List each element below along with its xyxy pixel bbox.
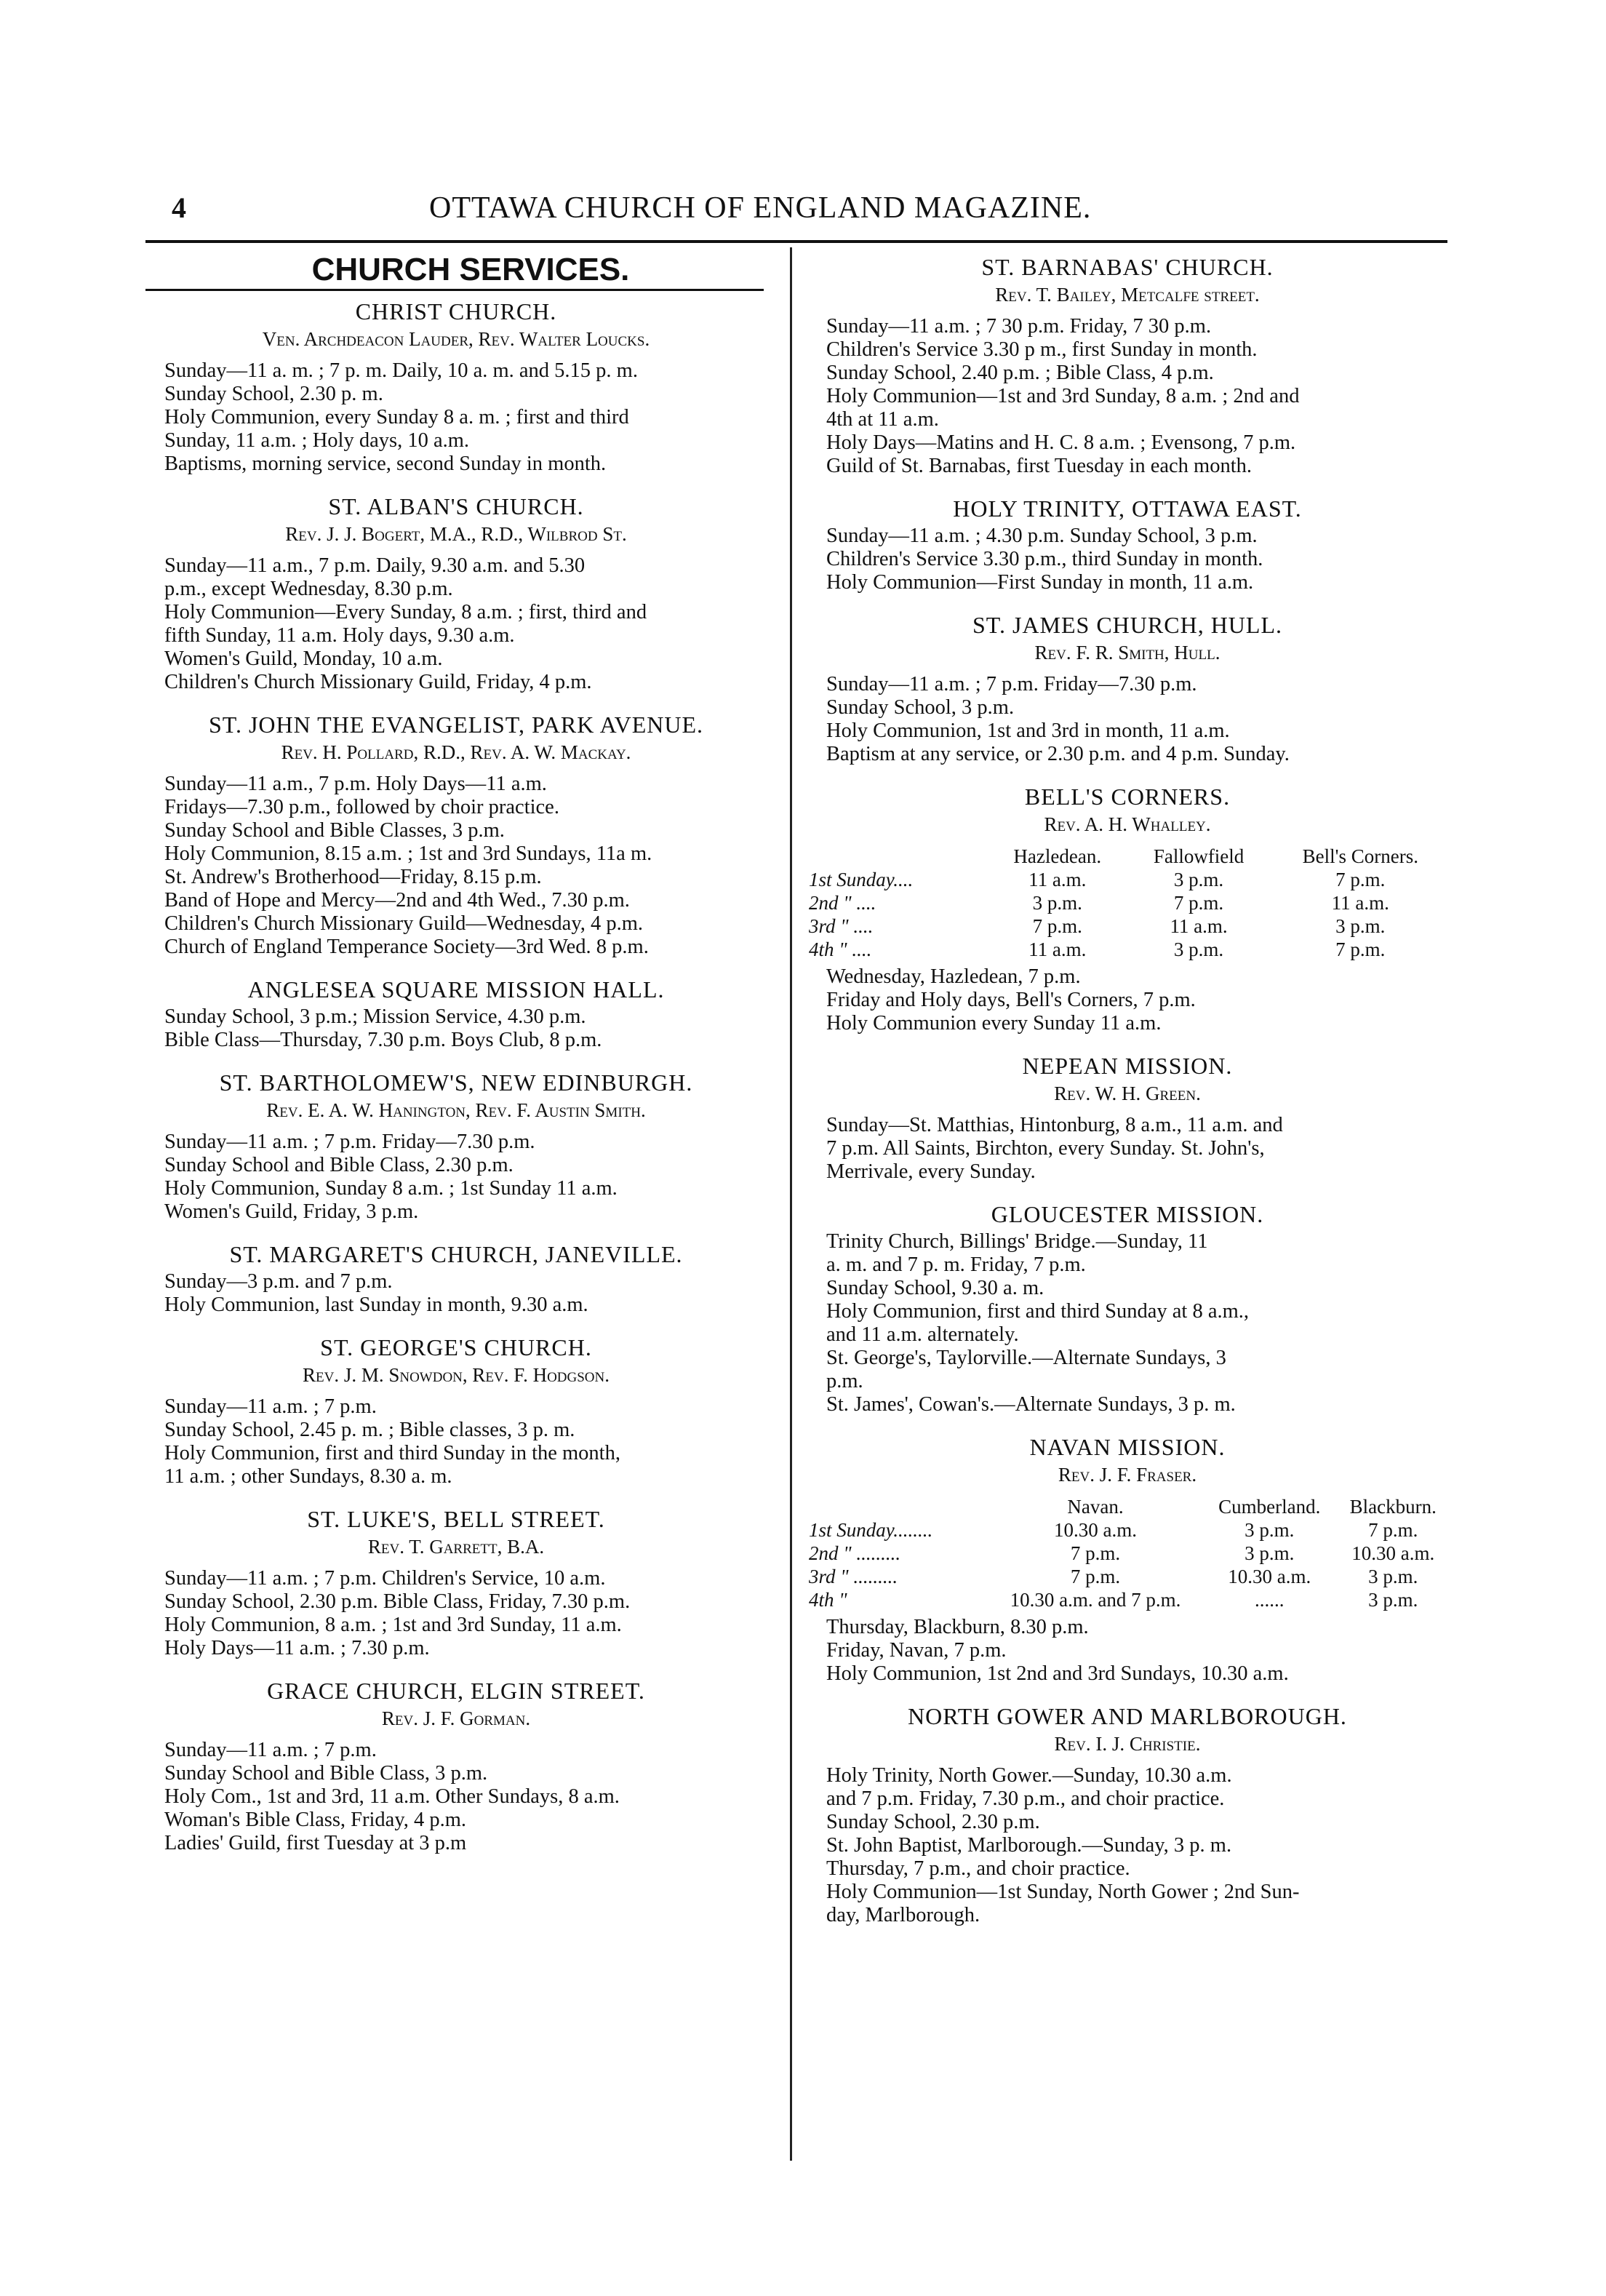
service-line: Sunday School, 2.30 p.m. Bible Class, Friday, 7.30 p.m.: [164, 1590, 631, 1613]
section-trinity: [804, 497, 1450, 594]
schedule-cell: 3 p.m.: [1173, 938, 1224, 960]
section-name: BELL'S CORNERS.: [1024, 784, 1231, 810]
section-name: NEPEAN MISSION.: [1022, 1053, 1233, 1079]
schedule-cell: 4th " ....: [809, 938, 872, 960]
schedule-header-row: [804, 1495, 1450, 1518]
service-line: Sunday School, 2.30 p. m.: [164, 383, 383, 405]
service-line: Sunday—11 a.m. ; 7 p.m. Friday—7.30 p.m.: [826, 673, 1197, 695]
service-line: Friday and Holy days, Bell's Corners, 7 p.m.: [826, 989, 1196, 1011]
section-left-6: [143, 1336, 770, 1488]
service-line: Sunday School, 9.30 a. m.: [826, 1277, 1044, 1299]
service-line: Holy Communion, 8.15 a.m. ; 1st and 3rd Sundays, 11a m.: [164, 842, 652, 865]
service-line: Children's Church Missionary Guild, Friday, 4 p.m.: [164, 671, 592, 693]
service-line: and 11 a.m. alternately.: [826, 1323, 1019, 1346]
service-line: Baptism at any service, or 2.30 p.m. and 4 p.m. Sunday.: [826, 743, 1290, 765]
schedule-row: [804, 914, 1450, 938]
schedule-row: [804, 938, 1450, 961]
section-name: ST. LUKE'S, BELL STREET.: [307, 1506, 605, 1532]
schedule-table: [804, 845, 1450, 961]
schedule-header: Hazledean.: [1013, 845, 1102, 867]
service-line: Holy Communion, first and third Sunday in the month,: [164, 1442, 620, 1464]
schedule-cell: 3rd " ....: [809, 915, 874, 937]
section-name: NORTH GOWER AND MARLBOROUGH.: [908, 1703, 1347, 1729]
service-line: Woman's Bible Class, Friday, 4 p.m.: [164, 1809, 467, 1831]
schedule-cell: 1st Sunday........: [809, 1519, 933, 1541]
clergy-line: Rev. E. A. W. Hanington, Rev. F. Austin Smith.: [266, 1099, 646, 1121]
service-line: day, Marlborough.: [826, 1904, 980, 1926]
service-line: Holy Communion, 8 a.m. ; 1st and 3rd Sunday, 11 a.m.: [164, 1614, 622, 1636]
service-line: and 7 p.m. Friday, 7.30 p.m., and choir practice.: [826, 1787, 1225, 1810]
service-line: Baptisms, morning service, second Sunday in month.: [164, 453, 607, 475]
section-name: ST. BARTHOLOMEW'S, NEW EDINBURGH.: [219, 1069, 693, 1096]
service-line: Holy Communion, 1st and 3rd in month, 11 a.m.: [826, 720, 1230, 742]
page-header: [145, 191, 1447, 228]
schedule-row: [804, 1518, 1450, 1542]
clergy-line: Rev. F. R. Smith, Hull.: [1034, 642, 1221, 663]
service-line: Wednesday, Hazledean, 7 p.m.: [826, 965, 1081, 988]
magazine-title: OTTAWA CHURCH OF ENGLAND MAGAZINE.: [429, 191, 1092, 225]
service-line: Sunday—11 a.m. ; 4.30 p.m. Sunday School, 3 p.m.: [826, 525, 1258, 547]
service-line: Sunday—11 a.m. ; 7 p.m.: [164, 1739, 377, 1761]
section-left-1: [143, 495, 770, 694]
service-line: 11 a.m. ; other Sundays, 8.30 a. m.: [164, 1465, 452, 1488]
schedule-row: [804, 1542, 1450, 1565]
service-line: St. James', Cowan's.—Alternate Sundays, 3 p. m.: [826, 1393, 1236, 1416]
section-navan: [804, 1435, 1450, 1686]
schedule-cell: 3 p.m.: [1245, 1542, 1295, 1564]
church-services-title: CHURCH SERVICES.: [311, 252, 630, 287]
service-line: Holy Com., 1st and 3rd, 11 a.m. Other Sundays, 8 a.m.: [164, 1785, 620, 1808]
right-sections: [804, 255, 1450, 1927]
service-line: Guild of St. Barnabas, first Tuesday in each month.: [826, 455, 1252, 477]
clergy-line: Rev. W. H. Green.: [1054, 1083, 1201, 1104]
service-line: Sunday School and Bible Class, 2.30 p.m.: [164, 1154, 514, 1176]
header-rule: [145, 240, 1447, 243]
service-line: Thursday, Blackburn, 8.30 p.m.: [826, 1616, 1089, 1638]
service-line: Holy Trinity, North Gower.—Sunday, 10.30 a.m.: [826, 1764, 1232, 1787]
section-name: ST. GEORGE'S CHURCH.: [320, 1334, 592, 1360]
service-line: St. Andrew's Brotherhood—Friday, 8.15 p.m.: [164, 866, 542, 888]
clergy-line: Rev. H. Pollard, R.D., Rev. A. W. Mackay.: [281, 741, 631, 763]
schedule-header: Bell's Corners.: [1302, 845, 1418, 867]
service-line: Bible Class—Thursday, 7.30 p.m. Boys Club, 8 p.m.: [164, 1029, 602, 1051]
section-name: ST. ALBAN'S CHURCH.: [328, 493, 584, 519]
service-line: Holy Communion—1st and 3rd Sunday, 8 a.m. ; 2nd and: [826, 385, 1300, 407]
schedule-cell: 3 p.m.: [1335, 915, 1386, 937]
service-line: Merrivale, every Sunday.: [826, 1160, 1036, 1183]
section-name: ST. MARGARET'S CHURCH, JANEVILLE.: [229, 1241, 683, 1267]
clergy-line: Rev. T. Garrett, B.A.: [367, 1536, 545, 1558]
schedule-cell: 7 p.m.: [1335, 938, 1386, 960]
service-line: Trinity Church, Billings' Bridge.—Sunday, 11: [826, 1230, 1208, 1253]
service-line: Sunday School, 3 p.m.; Mission Service, 4.30 p.m.: [164, 1005, 586, 1028]
page-number: 4: [172, 191, 186, 224]
right-column: [804, 251, 1450, 1946]
section-name: ST. JOHN THE EVANGELIST, PARK AVENUE.: [208, 711, 703, 738]
service-line: Sunday School and Bible Classes, 3 p.m.: [164, 819, 505, 842]
service-line: Sunday—11 a.m. ; 7 p.m. Children's Service, 10 a.m.: [164, 1567, 606, 1590]
schedule-cell: 7 p.m.: [1335, 869, 1386, 890]
service-line: fifth Sunday, 11 a.m. Holy days, 9.30 a.m.: [164, 624, 515, 647]
service-line: Sunday—3 p.m. and 7 p.m.: [164, 1270, 393, 1293]
section-name: GLOUCESTER MISSION.: [991, 1201, 1264, 1227]
service-line: Thursday, 7 p.m., and choir practice.: [826, 1857, 1130, 1880]
section-left-5: [143, 1243, 770, 1317]
service-line: Sunday—11 a.m. ; 7 30 p.m. Friday, 7 30 p.m.: [826, 315, 1212, 338]
service-line: Holy Communion—Every Sunday, 8 a.m. ; first, third and: [164, 601, 647, 623]
service-line: Sunday—11 a.m., 7 p.m. Holy Days—11 a.m.: [164, 773, 547, 795]
service-line: Holy Communion every Sunday 11 a.m.: [826, 1012, 1162, 1035]
service-line: Holy Communion, last Sunday in month, 9.30 a.m.: [164, 1294, 588, 1316]
service-line: Holy Communion, 1st 2nd and 3rd Sundays, 10.30 a.m.: [826, 1662, 1289, 1685]
left-column: [143, 251, 770, 1874]
service-line: Sunday—St. Matthias, Hintonburg, 8 a.m., 11 a.m. and: [826, 1114, 1283, 1136]
schedule-header: Cumberland.: [1218, 1496, 1321, 1518]
service-line: Band of Hope and Mercy—2nd and 4th Wed., 7.30 p.m.: [164, 889, 630, 912]
section-name: NAVAN MISSION.: [1029, 1434, 1226, 1460]
schedule-cell: 7 p.m.: [1032, 915, 1082, 937]
schedule-cell: 10.30 a.m.: [1228, 1566, 1311, 1587]
clergy-line: Rev. I. J. Christie.: [1054, 1733, 1201, 1755]
schedule-header-row: [804, 845, 1450, 868]
section-left-3: [143, 978, 770, 1052]
clergy-line: Ven. Archdeacon Lauder, Rev. Walter Loucks.: [262, 328, 650, 350]
section-james: [804, 613, 1450, 766]
service-line: Women's Guild, Friday, 3 p.m.: [164, 1200, 419, 1223]
service-line: Holy Communion—First Sunday in month, 11 a.m.: [826, 571, 1254, 594]
schedule-row: [804, 1565, 1450, 1588]
schedule-cell: 1st Sunday....: [809, 869, 914, 890]
service-line: Sunday School, 3 p.m.: [826, 696, 1015, 719]
schedule-cell: 11 a.m.: [1331, 892, 1389, 914]
schedule-cell: 7 p.m.: [1070, 1542, 1121, 1564]
service-line: Holy Days—11 a.m. ; 7.30 p.m.: [164, 1637, 430, 1659]
section-name: GRACE CHURCH, ELGIN STREET.: [267, 1678, 645, 1704]
schedule-row: [804, 891, 1450, 914]
service-line: 7 p.m. All Saints, Birchton, every Sunday. St. John's,: [826, 1137, 1265, 1160]
schedule-cell: 2nd " .........: [809, 1542, 901, 1564]
clergy-line: Rev. J. F. Fraser.: [1058, 1464, 1197, 1486]
schedule-cell: 7 p.m.: [1070, 1566, 1121, 1587]
service-line: a. m. and 7 p. m. Friday, 7 p.m.: [826, 1253, 1086, 1276]
service-line: Sunday School, 2.45 p. m. ; Bible classes, 3 p. m.: [164, 1419, 575, 1441]
column-divider: [790, 247, 792, 2161]
section-left-4: [143, 1071, 770, 1224]
schedule-cell: 3 p.m.: [1032, 892, 1082, 914]
clergy-line: Rev. J. J. Bogert, M.A., R.D., Wilbrod St.: [285, 523, 627, 545]
service-line: Sunday School and Bible Class, 3 p.m.: [164, 1762, 488, 1785]
service-line: Children's Service 3.30 p m., first Sunday in month.: [826, 338, 1258, 361]
schedule-cell: 2nd " ....: [809, 892, 876, 914]
service-line: Children's Service 3.30 p.m., third Sunday in month.: [826, 548, 1263, 570]
service-line: Ladies' Guild, first Tuesday at 3 p.m: [164, 1832, 467, 1854]
service-line: Holy Days—Matins and H. C. 8 a.m. ; Evensong, 7 p.m.: [826, 431, 1296, 454]
schedule-table: [804, 1495, 1450, 1611]
section-name: ST. BARNABAS' CHURCH.: [981, 254, 1274, 280]
schedule-cell: 10.30 a.m.: [1053, 1519, 1137, 1541]
section-barnabas: [804, 255, 1450, 478]
service-line: Friday, Navan, 7 p.m.: [826, 1639, 1007, 1662]
service-line: Holy Communion, every Sunday 8 a. m. ; first and third: [164, 406, 629, 428]
schedule-header: Navan.: [1067, 1496, 1124, 1518]
service-line: Church of England Temperance Society—3rd Wed. 8 p.m.: [164, 936, 649, 958]
clergy-line: Rev. A. H. Whalley.: [1044, 813, 1211, 835]
service-line: Sunday—11 a.m. ; 7 p.m. Friday—7.30 p.m.: [164, 1131, 535, 1153]
service-line: Fridays—7.30 p.m., followed by choir practice.: [164, 796, 559, 818]
schedule-cell: 11 a.m.: [1028, 869, 1087, 890]
schedule-cell: 3 p.m.: [1368, 1589, 1418, 1611]
section-name: ANGLESEA SQUARE MISSION HALL.: [247, 976, 665, 1002]
service-line: Holy Communion, first and third Sunday at 8 a.m.,: [826, 1300, 1250, 1323]
service-line: St. John Baptist, Marlborough.—Sunday, 3 p. m.: [826, 1834, 1232, 1857]
section-left-0: [143, 300, 770, 476]
schedule-header: [804, 845, 988, 868]
schedule-cell: 11 a.m.: [1170, 915, 1228, 937]
section-name: CHRIST CHURCH.: [355, 298, 557, 324]
left-sections: [143, 300, 770, 1855]
service-line: p.m., except Wednesday, 8.30 p.m.: [164, 578, 453, 600]
service-line: p.m.: [826, 1370, 863, 1392]
section-left-2: [143, 713, 770, 959]
schedule-cell: ......: [1255, 1589, 1285, 1611]
service-line: Sunday—11 a.m., 7 p.m. Daily, 9.30 a.m. and 5.30: [164, 554, 586, 577]
service-line: Sunday—11 a. m. ; 7 p. m. Daily, 10 a. m. and 5.15 p. m.: [164, 359, 638, 382]
schedule-cell: 10.30 a.m.: [1351, 1542, 1435, 1564]
schedule-row: [804, 1588, 1450, 1611]
section-left-8: [143, 1679, 770, 1855]
service-line: Sunday—11 a.m. ; 7 p.m.: [164, 1395, 377, 1418]
section-gower: [804, 1705, 1450, 1927]
schedule-cell: 3 p.m.: [1368, 1566, 1418, 1587]
service-line: 4th at 11 a.m.: [826, 408, 939, 431]
service-line: Women's Guild, Monday, 10 a.m.: [164, 647, 443, 670]
section-nepean: [804, 1054, 1450, 1184]
section-left-7: [143, 1507, 770, 1660]
schedule-cell: 3rd " .........: [809, 1566, 898, 1587]
clergy-line: Rev. J. F. Gorman.: [381, 1707, 531, 1729]
section-gloucester: [804, 1203, 1450, 1416]
schedule-cell: 4th ": [809, 1589, 847, 1611]
section-name: ST. JAMES CHURCH, HULL.: [972, 612, 1282, 638]
schedule-cell: 3 p.m.: [1245, 1519, 1295, 1541]
schedule-header: [804, 1495, 988, 1518]
service-line: Holy Communion, Sunday 8 a.m. ; 1st Sunday 11 a.m.: [164, 1177, 618, 1200]
title-rule: [145, 289, 764, 291]
schedule-header: Blackburn.: [1349, 1496, 1437, 1518]
service-line: St. George's, Taylorville.—Alternate Sundays, 3: [826, 1347, 1226, 1369]
service-line: Sunday School, 2.30 p.m.: [826, 1811, 1040, 1833]
section-name: HOLY TRINITY, OTTAWA EAST.: [953, 495, 1302, 522]
schedule-cell: 3 p.m.: [1173, 869, 1224, 890]
service-line: Sunday School, 2.40 p.m. ; Bible Class, 4 p.m.: [826, 362, 1214, 384]
schedule-cell: 7 p.m.: [1173, 892, 1224, 914]
service-line: Sunday, 11 a.m. ; Holy days, 10 a.m.: [164, 429, 470, 452]
schedule-cell: 7 p.m.: [1368, 1519, 1418, 1541]
schedule-header: Fallowfield: [1153, 845, 1245, 867]
schedule-cell: 11 a.m.: [1028, 938, 1087, 960]
section-bells: [804, 785, 1450, 1035]
service-line: Children's Church Missionary Guild—Wednesday, 4 p.m.: [164, 912, 644, 935]
clergy-line: Rev. J. M. Snowdon, Rev. F. Hodgson.: [302, 1364, 610, 1386]
service-line: Holy Communion—1st Sunday, North Gower ; 2nd Sun-: [826, 1881, 1300, 1903]
schedule-row: [804, 868, 1450, 891]
schedule-cell: 10.30 a.m. and 7 p.m.: [1010, 1589, 1181, 1611]
clergy-line: Rev. T. Bailey, Metcalfe street.: [995, 284, 1260, 306]
